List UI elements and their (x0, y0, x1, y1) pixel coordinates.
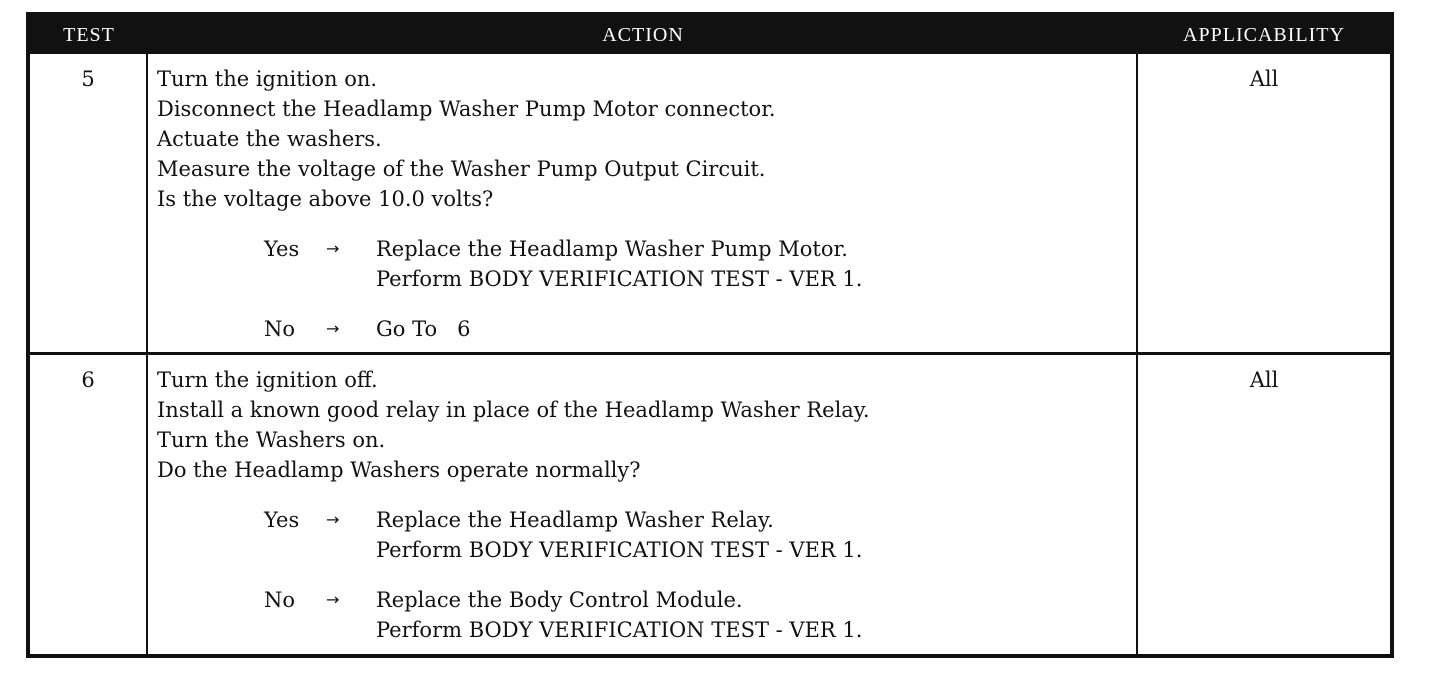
action-cell (148, 54, 1138, 352)
header-action: ACTION (602, 23, 684, 46)
header-applicability: APPLICABILITY (1183, 23, 1345, 46)
step-text: Turn the ignition off. (157, 368, 378, 392)
step-text: Actuate the washers. (157, 127, 382, 151)
table-row (30, 54, 1390, 355)
step-text: Is the voltage above 10.0 volts? (157, 187, 494, 211)
answer-label: Yes (264, 237, 300, 261)
outcome-result (376, 505, 862, 565)
answer-label: No (264, 317, 296, 341)
outcome-result (376, 585, 862, 645)
arrow-right-icon: → (326, 239, 340, 258)
step-text: Turn the Washers on. (157, 428, 386, 452)
outcome-no (264, 314, 1136, 344)
applicability-cell: All (1249, 368, 1279, 392)
result-text: Perform BODY VERIFICATION TEST - VER 1. (376, 538, 863, 562)
step-text: Turn the ignition on. (157, 67, 378, 91)
arrow-right-icon: → (326, 319, 340, 338)
outcome-result (376, 234, 862, 294)
result-text: Perform BODY VERIFICATION TEST - VER 1. (376, 267, 863, 291)
answer-label: No (264, 588, 296, 612)
step-text: Do the Headlamp Washers operate normally? (157, 458, 641, 482)
result-text: Perform BODY VERIFICATION TEST - VER 1. (376, 618, 863, 642)
result-text: Replace the Headlamp Washer Pump Motor. (376, 237, 848, 261)
outcome-yes (264, 234, 1136, 294)
result-text: Go To 6 (376, 317, 471, 341)
step-text: Install a known good relay in place of the Headlamp Washer Relay. (157, 398, 870, 422)
outcome-result (376, 314, 471, 344)
outcome-no (264, 585, 1136, 645)
table-header (30, 16, 1390, 54)
answer-label: Yes (264, 508, 300, 532)
diagnostic-test-table (26, 12, 1394, 658)
table-row (30, 355, 1390, 654)
result-text: Replace the Headlamp Washer Relay. (376, 508, 774, 532)
step-text: Disconnect the Headlamp Washer Pump Motor connector. (157, 97, 776, 121)
header-test: TEST (63, 23, 115, 46)
applicability-cell: All (1249, 67, 1279, 91)
outcome-yes (264, 505, 1136, 565)
arrow-right-icon: → (326, 590, 340, 609)
action-cell (148, 355, 1138, 654)
test-number: 5 (30, 54, 148, 352)
test-number: 6 (30, 355, 148, 654)
step-text: Measure the voltage of the Washer Pump Output Circuit. (157, 157, 766, 181)
result-text: Replace the Body Control Module. (376, 588, 743, 612)
arrow-right-icon: → (326, 510, 340, 529)
